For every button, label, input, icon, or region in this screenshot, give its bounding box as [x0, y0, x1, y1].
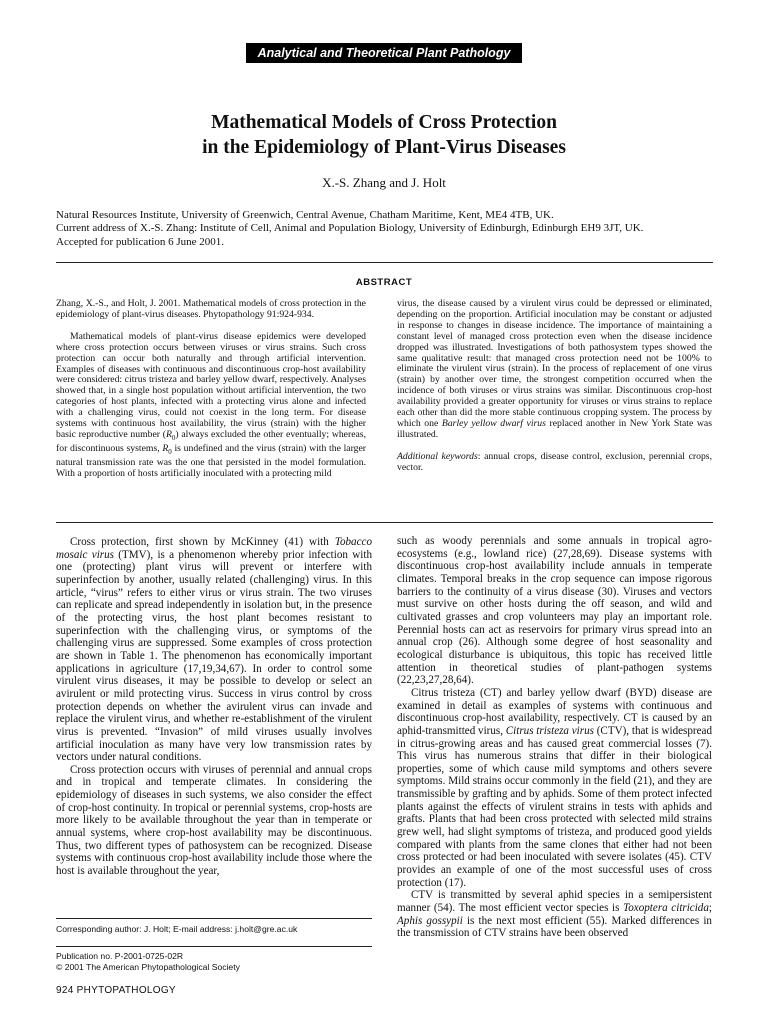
- body-paragraph: Citrus tristeza (CT) and barley yellow dwarf (BYD) disease are examined in detail as examples of systems with continuous and discontinuous crop-host availability, respectively. CT is caused by an aphid-transmitted virus, Citrus tristeza virus (CTV), that is widespread in citrus-growing areas and has caused great commercial losses (7). This virus has numerous strains that differ in their biological properties, some of which cause mild symptoms and others severe symptoms. Mild strains occur commonly in the field (21), and they are transmissible by grafting and by aphids. Some of them protect infected plants against the effects of virulent strains in tests with aphids and grafts. Plants that had been cross protected with selected mild strains grew well, had slight symptoms of tristeza, and produced good yields compared with plants from the same clones that either had not been cross protected or had been inoculated with severe isolates (45). CTV provides an example of one of the most successful uses of cross protection (17).: [397, 686, 712, 889]
- page-number-journal: 924 PHYTOPATHOLOGY: [56, 985, 176, 996]
- title-line-2: in the Epidemiology of Plant-Virus Diseases: [202, 137, 566, 158]
- divider: [56, 262, 713, 263]
- abstract-paragraph: Mathematical models of plant-virus disease epidemics were developed where cross protection occurs between viruses or virus strains. Such cross protection can occur both naturally and through artificial intervention. Examples of diseases with continuous and discontinuous crop-host availability were considered: citrus tristeza and barley yellow dwarf, respectively. Analyses showed that, in a single host population without artificial intervention, the two categories of host plants, infected with a protecting virus alone and infected with a challenging virus, could not coexist in the long term. For disease systems with continuous host availability, the virus (strain) with the higher basic reproductive number $(R_0)$ always excluded the other eventually; whereas, for discontinuous systems, $R_0$ is undefined and the virus (strain) with the larger natural transmission rate was the one that persisted in the model formulation. With a proportion of hosts artificially inoculated with a protecting mild: [56, 330, 367, 479]
- publication-info: [56, 951, 372, 973]
- accepted-date: Accepted for publication 6 June 2001.: [56, 235, 225, 248]
- body-paragraph: such as woody perennials and some annuals in tropical agro-ecosystems (e.g., lowland rice) (27,28,69). Disease systems with discontinuous crop-host availability include annuals in temperate climates. Temporal breaks in the crop sequence can impose rigorous barriers to the continuity of a virus disease (30). Viruses and vectors must survive on other hosts during the off season, and wild and cultivated grasses and crop volunteers may play an important role. Perennial hosts can act as reservoirs for primary virus spread into an annual crop (26). Although some degree of host seasonality and ecological disturbance is ubiquitous, this topic has received little attention in theoretical studies of plant-pathogen systems (22,23,27,28,64).: [397, 535, 712, 687]
- title-line-1: Mathematical Models of Cross Protection: [211, 112, 557, 133]
- footnote-divider: [56, 946, 372, 947]
- abstract-left-column: [56, 299, 366, 479]
- publication-number: Publication no. P-2001-0725-02R: [56, 951, 184, 961]
- body-left-column: [56, 536, 372, 878]
- body-paragraph: Cross protection, first shown by McKinney (41) with Tobacco mosaic virus (TMV), is a phenomenon whereby prior infection with one (protecting) plant virus will prevent or interfere with superinfection by another, usually related (challenging) virus. In this article, “virus” refers to either virus or virus strain. The two viruses can replicate and spread independently in isolation but, in the presence of the protecting virus, the host plant becomes resistant to superinfection with the challenging virus, or symptoms of the challenging virus are suppressed. Some examples of cross protection are shown in Table 1. The phenomenon has economically important applications in agriculture (17,19,34,67). In order to control some virulent virus diseases, it may be possible to develop or select an avirulent or mild protecting virus. Success in virus control by cross protection depends on whether the avirulent virus can invade and replace the virulent virus, and whether re-establishment of the virulent virus is prevented. “Invasion” of mild viruses usually involves artificial inoculation as many have very low transmission rates by vectors under natural conditions.: [56, 536, 372, 764]
- affiliation-line: Natural Resources Institute, University of Greenwich, Central Avenue, Chatham Maritime, Kent, ME4 4TB, UK.: [56, 209, 554, 221]
- divider: [56, 522, 713, 523]
- affiliation-block: [56, 209, 716, 249]
- abstract-paragraph-cont: virus, the disease caused by a virulent virus could be depressed or eliminated, depending on the proportion. Artificial inoculation may be constant or adjusted in response to changes in disease incidence. The importance of maintaining a constant level of managed cross protection even when the disease incidence dropped was illustrated. Investigations of both pathosystem types showed the same qualitative result: that managed cross protection need not be 100% to eliminate the virulent virus (strain). In the process of replacement of one virus (strain) by another over time, the strongest competition occurred when the incidence of both viruses or virus strains was similar. Discontinuous crop-host availability provided a greater opportunity for viruses or virus strains to replace each other than did the more stable continuous cropping system. The process by which one Barley yellow dwarf virus replaced another in New York State was illustrated.: [397, 298, 712, 440]
- body-paragraph: CTV is transmitted by several aphid species in a semipersistent manner (54). The most efficient vector species is Toxoptera citricida; Aphis gossypii is the next most efficient (55). Marked differences in the transmission of CTV strains have been observed: [397, 889, 712, 940]
- corresponding-author: Corresponding author: J. Holt; E-mail address: j.holt@gre.ac.uk: [56, 924, 298, 934]
- copyright: © 2001 The American Phytopathological Society: [56, 962, 240, 972]
- additional-keywords: Additional keywords: annual crops, disease control, exclusion, perennial crops, vector.: [397, 450, 713, 473]
- body-paragraph: Cross protection occurs with viruses of perennial and annual crops and in tropical and temperate climates. In considering the epidemiology of diseases in such systems, we also consider the effect of crop-host continuity. In tropical or perennial systems, crop-hosts are more likely to be available throughout the year than in temperate or annual systems, where crop-host availability may be discontinuous. Thus, two different types of pathosystem can be recognized. Disease systems with continuous crop-host availability include those where the host is available throughout the year,: [56, 763, 372, 878]
- abstract-right-column: [397, 299, 712, 474]
- article-title: [0, 110, 768, 160]
- footnote-divider: [56, 918, 372, 919]
- affiliation-line: Current address of X.-S. Zhang: Institute of Cell, Animal and Population Biology, University of Edinburgh, Edinburgh EH9 3JT, UK.: [56, 222, 644, 235]
- body-right-column: [397, 535, 712, 940]
- section-header: Analytical and Theoretical Plant Pathology: [246, 43, 522, 63]
- abstract-heading: ABSTRACT: [355, 277, 413, 288]
- abstract-citation: Zhang, X.-S., and Holt, J. 2001. Mathematical models of cross protection in the epidemiology of plant-virus diseases. Phytopathology 91:924-934.: [56, 298, 366, 320]
- authors: X.-S. Zhang and J. Holt: [322, 175, 446, 190]
